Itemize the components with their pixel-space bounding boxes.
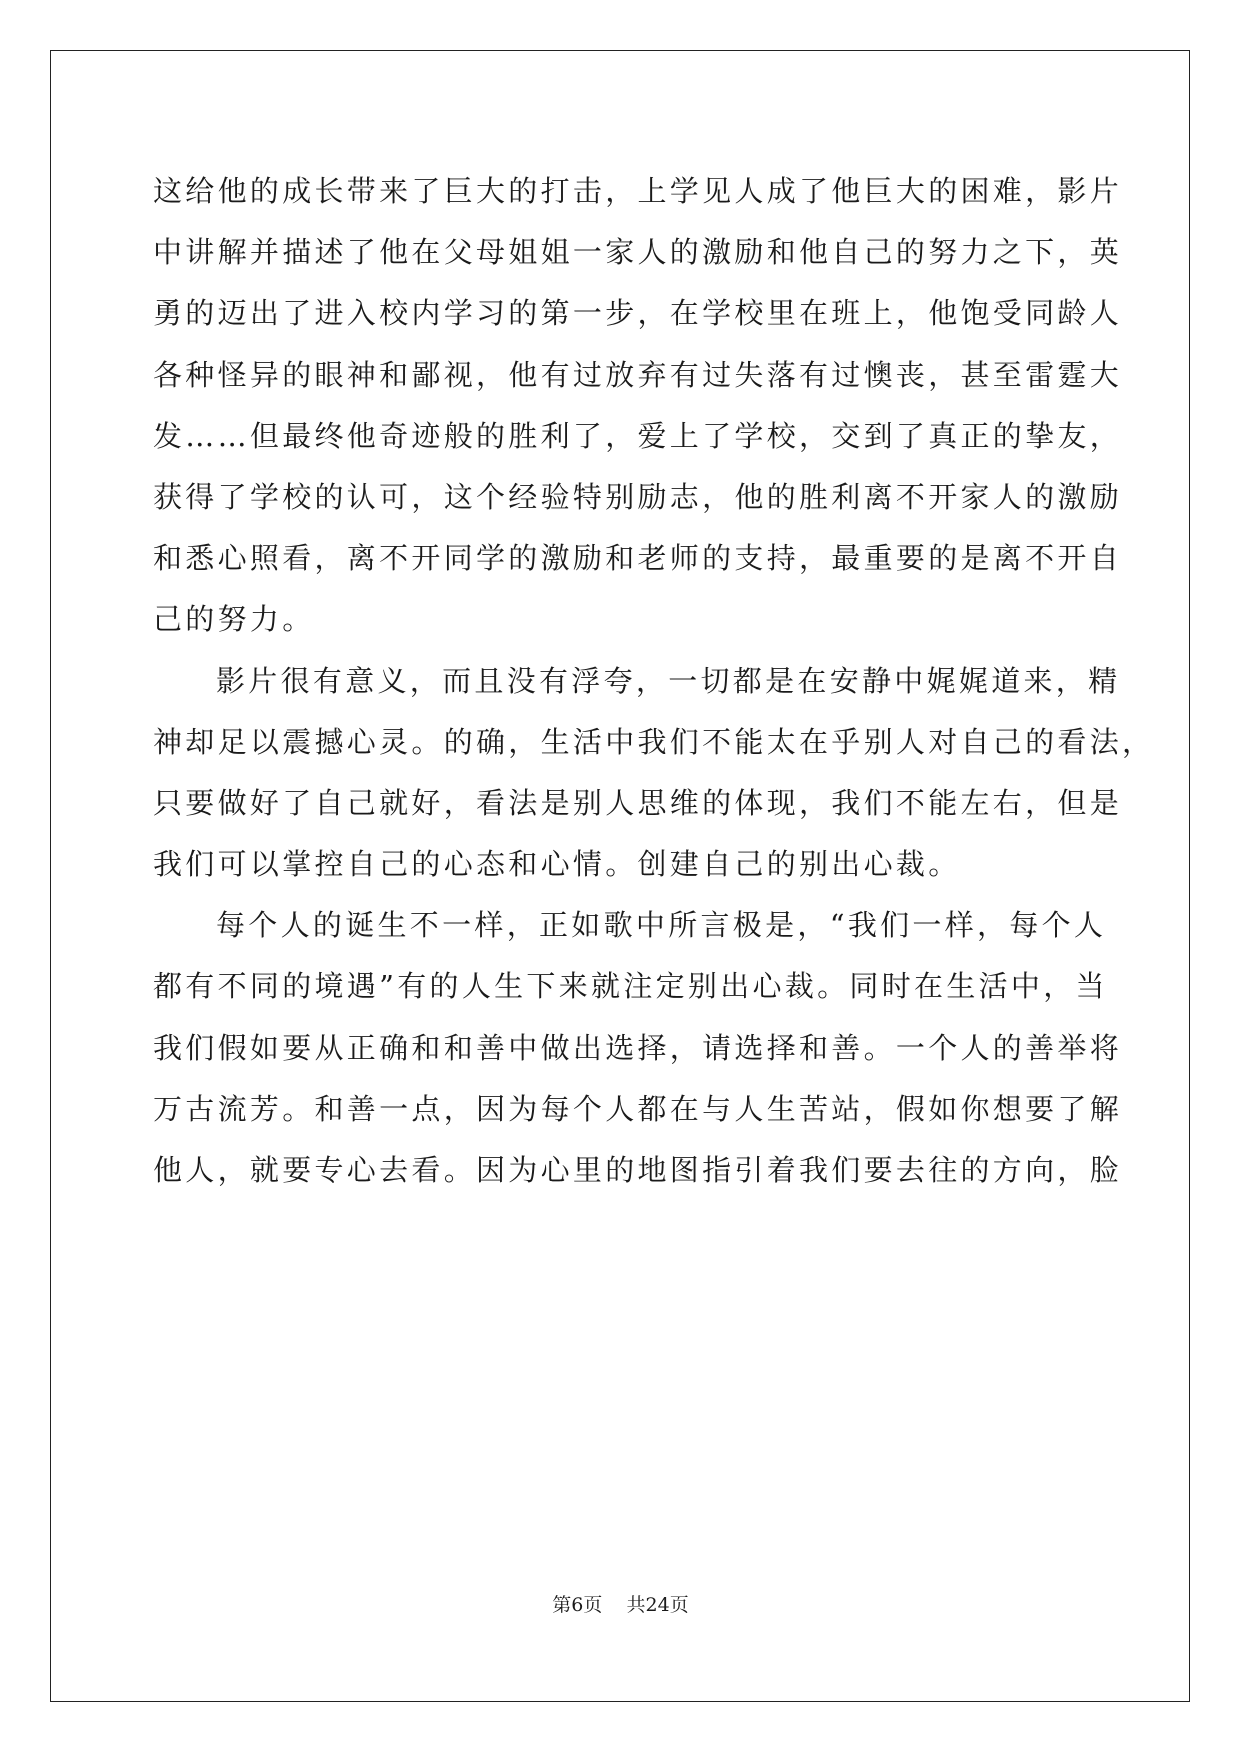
text-line: 这给他的成长带来了巨大的打击，上学见人成了他巨大的困难，影片 — [153, 174, 1123, 208]
document-body — [153, 161, 1155, 1201]
paragraph-start-line: 每个人的诞生不一样，正如歌中所言极是，“我们一样，每个人 — [216, 908, 1107, 943]
page-number: 第6页 — [552, 1594, 603, 1616]
text-line: 万古流芳。和善一点，因为每个人都在与人生苦站，假如你想要了解 — [153, 1091, 1123, 1126]
text-line: 神却足以震撼心灵。的确，生活中我们不能太在乎别人对自己的看法， — [153, 724, 1155, 759]
text-line: 勇的迈出了进入校内学习的第一步，在学校里在班上，他饱受同龄人 — [153, 296, 1123, 331]
text-line: 中讲解并描述了他在父母姐姐一家人的激励和他自己的努力之下，英 — [153, 235, 1123, 270]
text-line: 发……但最终他奇迹般的胜利了，爱上了学校，交到了真正的挚友， — [153, 418, 1123, 453]
text-line: 己的努力。 — [153, 602, 315, 637]
paragraph-start-line: 影片很有意义，而且没有浮夸，一切都是在安静中娓娓道来，精 — [216, 663, 1121, 698]
text-line: 我们可以掌控自己的心态和心情。创建自己的别出心裁。 — [153, 847, 961, 882]
text-line: 都有不同的境遇”有的人生下来就注定别出心裁。同时在生活中，当 — [153, 969, 1108, 1004]
text-line: 各种怪异的眼神和鄙视，他有过放弃有过失落有过懊丧，甚至雷霆大 — [153, 357, 1123, 392]
text-line: 和悉心照看，离不开同学的激励和老师的支持，最重要的是离不开自 — [153, 541, 1123, 576]
text-line: 我们假如要从正确和和善中做出选择，请选择和善。一个人的善举将 — [153, 1030, 1123, 1065]
page-footer — [0, 1593, 1241, 1617]
text-line: 他人，就要专心去看。因为心里的地图指引着我们要去往的方向，脸 — [153, 1153, 1123, 1187]
text-line: 只要做好了自己就好，看法是别人思维的体现，我们不能左右，但是 — [153, 785, 1123, 820]
page-total: 共24页 — [626, 1594, 689, 1616]
text-line: 获得了学校的认可，这个经验特别励志，他的胜利离不开家人的激励 — [153, 479, 1123, 514]
